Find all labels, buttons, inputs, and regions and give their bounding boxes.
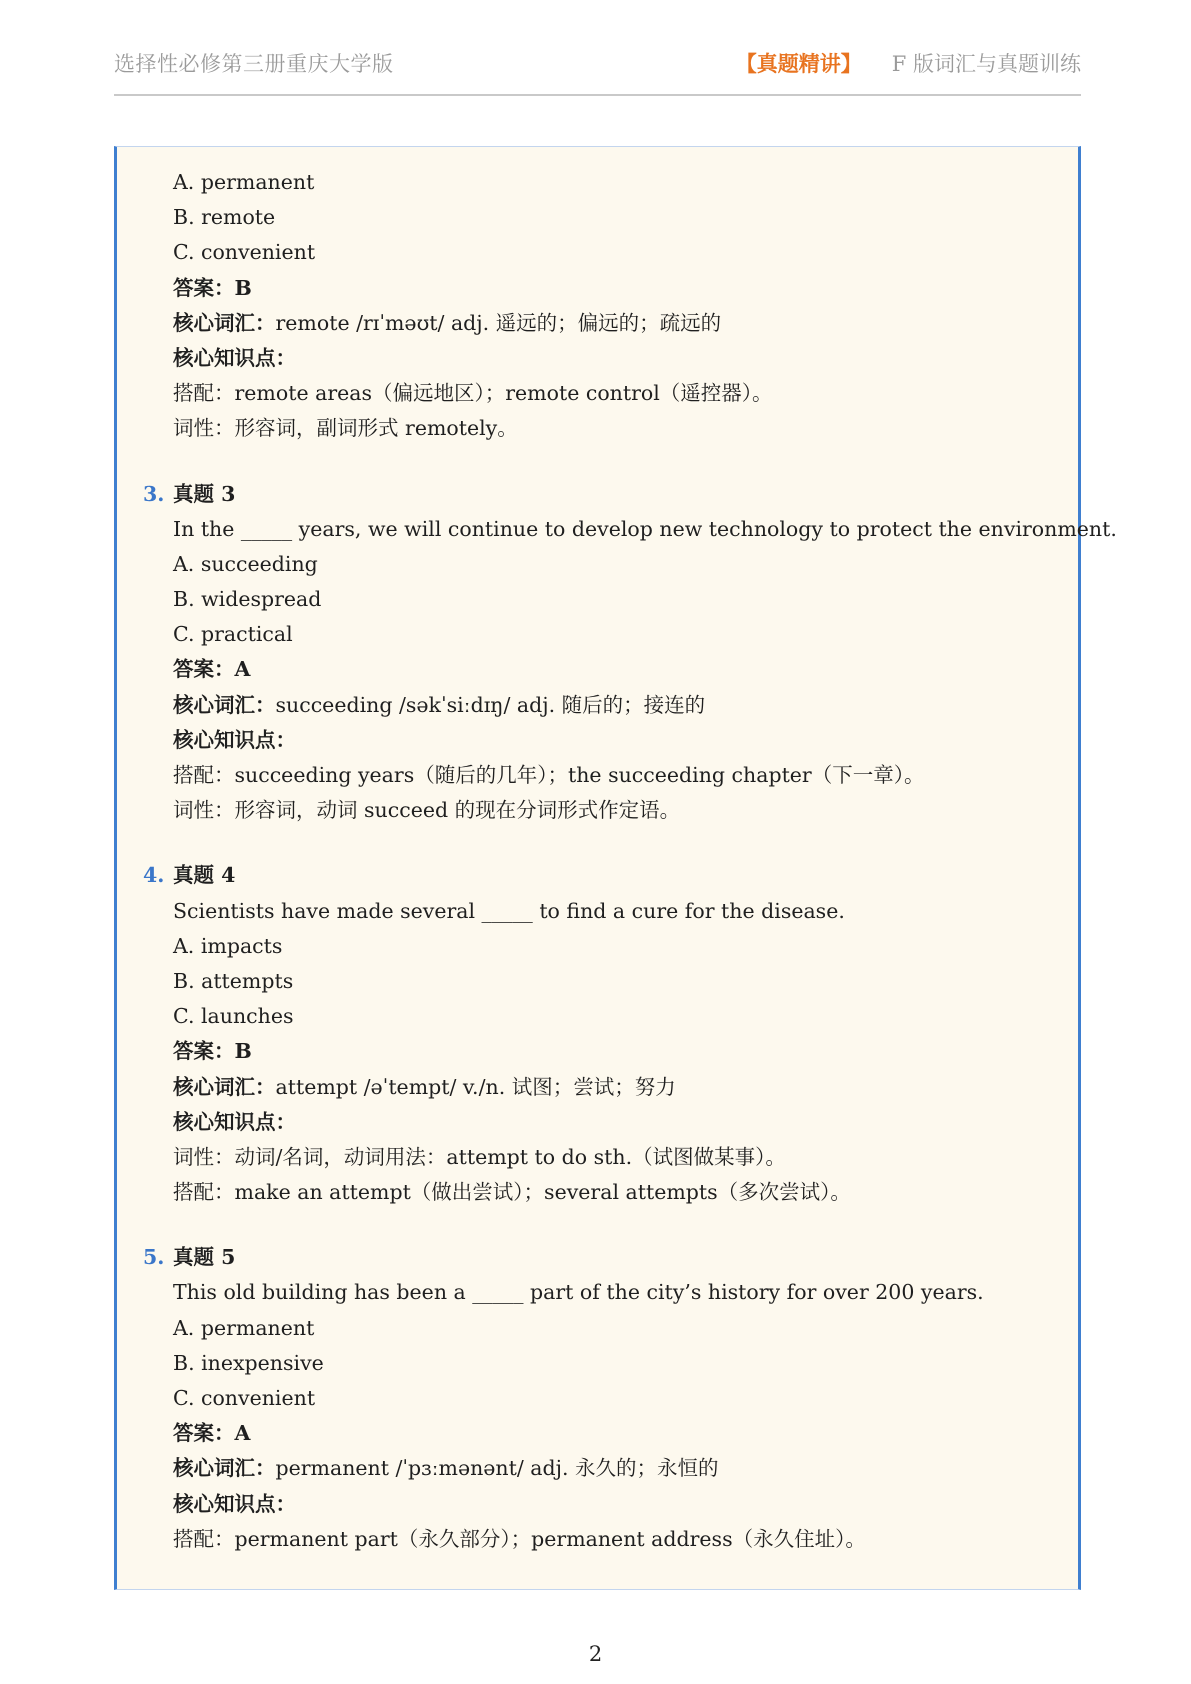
answer-value: A: [234, 657, 251, 682]
q2-option-b: B. remote: [173, 205, 276, 230]
page-header: [114, 44, 1081, 84]
page-number: 2: [588, 1642, 603, 1666]
answer-value: B: [234, 275, 252, 300]
q2-vocab: [173, 306, 1053, 341]
q5-number: 5.: [143, 1245, 165, 1270]
header-right: [736, 48, 1081, 78]
q4-vocab: [173, 1070, 1053, 1105]
q5-stem: This old building has been a _____ part of the city’s history for over 200 years.: [173, 1280, 984, 1305]
q5-knowledge-label: 核心知识点：: [173, 1491, 296, 1516]
q3-point: 搭配：succeeding years（随后的几年）；the succeeding chapter（下一章）。: [173, 763, 925, 787]
q5-title: 真题 5: [173, 1245, 236, 1270]
answer-label: 答案：: [173, 275, 235, 300]
q5-point: 搭配：permanent part（永久部分）；permanent address（永久住址）。: [173, 1526, 866, 1551]
answer-value: B: [234, 1039, 252, 1064]
q4-knowledge-label: 核心知识点：: [173, 1109, 296, 1134]
q4-option-c: C. launches: [173, 1004, 294, 1029]
exercise-content: [143, 165, 1117, 1557]
q4-stem: Scientists have made several _____ to find a cure for the disease.: [173, 898, 845, 923]
q3-knowledge-label: 核心知识点：: [173, 727, 296, 752]
answer-value: A: [234, 1421, 251, 1446]
q2-option-c: C. convenient: [173, 240, 316, 265]
vocab-label: 核心词汇：: [173, 1074, 276, 1099]
q3-title: 真题 3: [173, 481, 236, 506]
q5-option-b: B. inexpensive: [173, 1350, 324, 1375]
answer-label: 答案：: [173, 1039, 235, 1064]
q4-heading: [143, 858, 1053, 893]
q3-number: 3.: [143, 481, 165, 506]
q5-heading: [143, 1240, 1053, 1275]
vocab-text: remote /rɪˈməʊt/ adj. 遥远的；偏远的；疏远的: [275, 310, 722, 335]
exercise-panel: [114, 146, 1117, 1590]
q5-vocab: [173, 1451, 1053, 1486]
section-subtitle: F 版词汇与真题训练: [891, 52, 1081, 76]
q3-option-c: C. practical: [173, 622, 293, 647]
book-title: 选择性必修第三册重庆大学版: [114, 52, 394, 76]
q5-option-c: C. convenient: [173, 1386, 316, 1410]
vocab-label: 核心词汇：: [173, 692, 276, 717]
q4-option-b: B. attempts: [173, 968, 294, 993]
q2-knowledge-label: 核心知识点：: [173, 345, 296, 370]
q2-option-a: A. permanent: [173, 170, 315, 194]
q5-answer: [173, 1416, 1053, 1451]
vocab-text: attempt /əˈtempt/ v./n. 试图；尝试；努力: [275, 1074, 676, 1099]
vocab-text: succeeding /səkˈsiːdɪŋ/ adj. 随后的；接连的: [275, 692, 706, 717]
q3-option-b: B. widespread: [173, 587, 322, 612]
q4-option-a: A. impacts: [173, 933, 283, 958]
q3-option-a: A. succeeding: [173, 551, 318, 576]
q2-point: 搭配：remote areas（偏远地区）；remote control（遥控器）。: [173, 381, 773, 406]
q3-vocab: [173, 688, 1053, 723]
header-divider: [114, 94, 1081, 96]
vocab-label: 核心词汇：: [173, 1456, 276, 1481]
q2-point: 词性：形容词，副词形式 remotely。: [173, 416, 518, 441]
answer-label: 答案：: [173, 1421, 235, 1446]
section-tag: 【真题精讲】: [735, 52, 862, 76]
answer-label: 答案：: [173, 657, 235, 682]
q4-answer: [173, 1034, 1053, 1069]
q4-title: 真题 4: [173, 863, 236, 888]
q3-heading: [143, 477, 1053, 512]
vocab-label: 核心词汇：: [173, 310, 276, 335]
vocab-text: permanent /ˈpɜːmənənt/ adj. 永久的；永恒的: [275, 1456, 719, 1481]
q4-point: 搭配：make an attempt（做出尝试）；several attempts（多次尝试）。: [173, 1180, 851, 1205]
q4-number: 4.: [143, 863, 165, 888]
q2-answer: [173, 271, 1053, 306]
q5-option-a: A. permanent: [173, 1315, 315, 1340]
q3-stem: In the _____ years, we will continue to develop new technology to protect the environment.: [173, 516, 1117, 541]
q4-point: 词性：动词/名词，动词用法：attempt to do sth.（试图做某事）。: [173, 1144, 786, 1169]
q3-point: 词性：形容词，动词 succeed 的现在分词形式作定语。: [173, 798, 681, 823]
q3-answer: [173, 652, 1053, 687]
